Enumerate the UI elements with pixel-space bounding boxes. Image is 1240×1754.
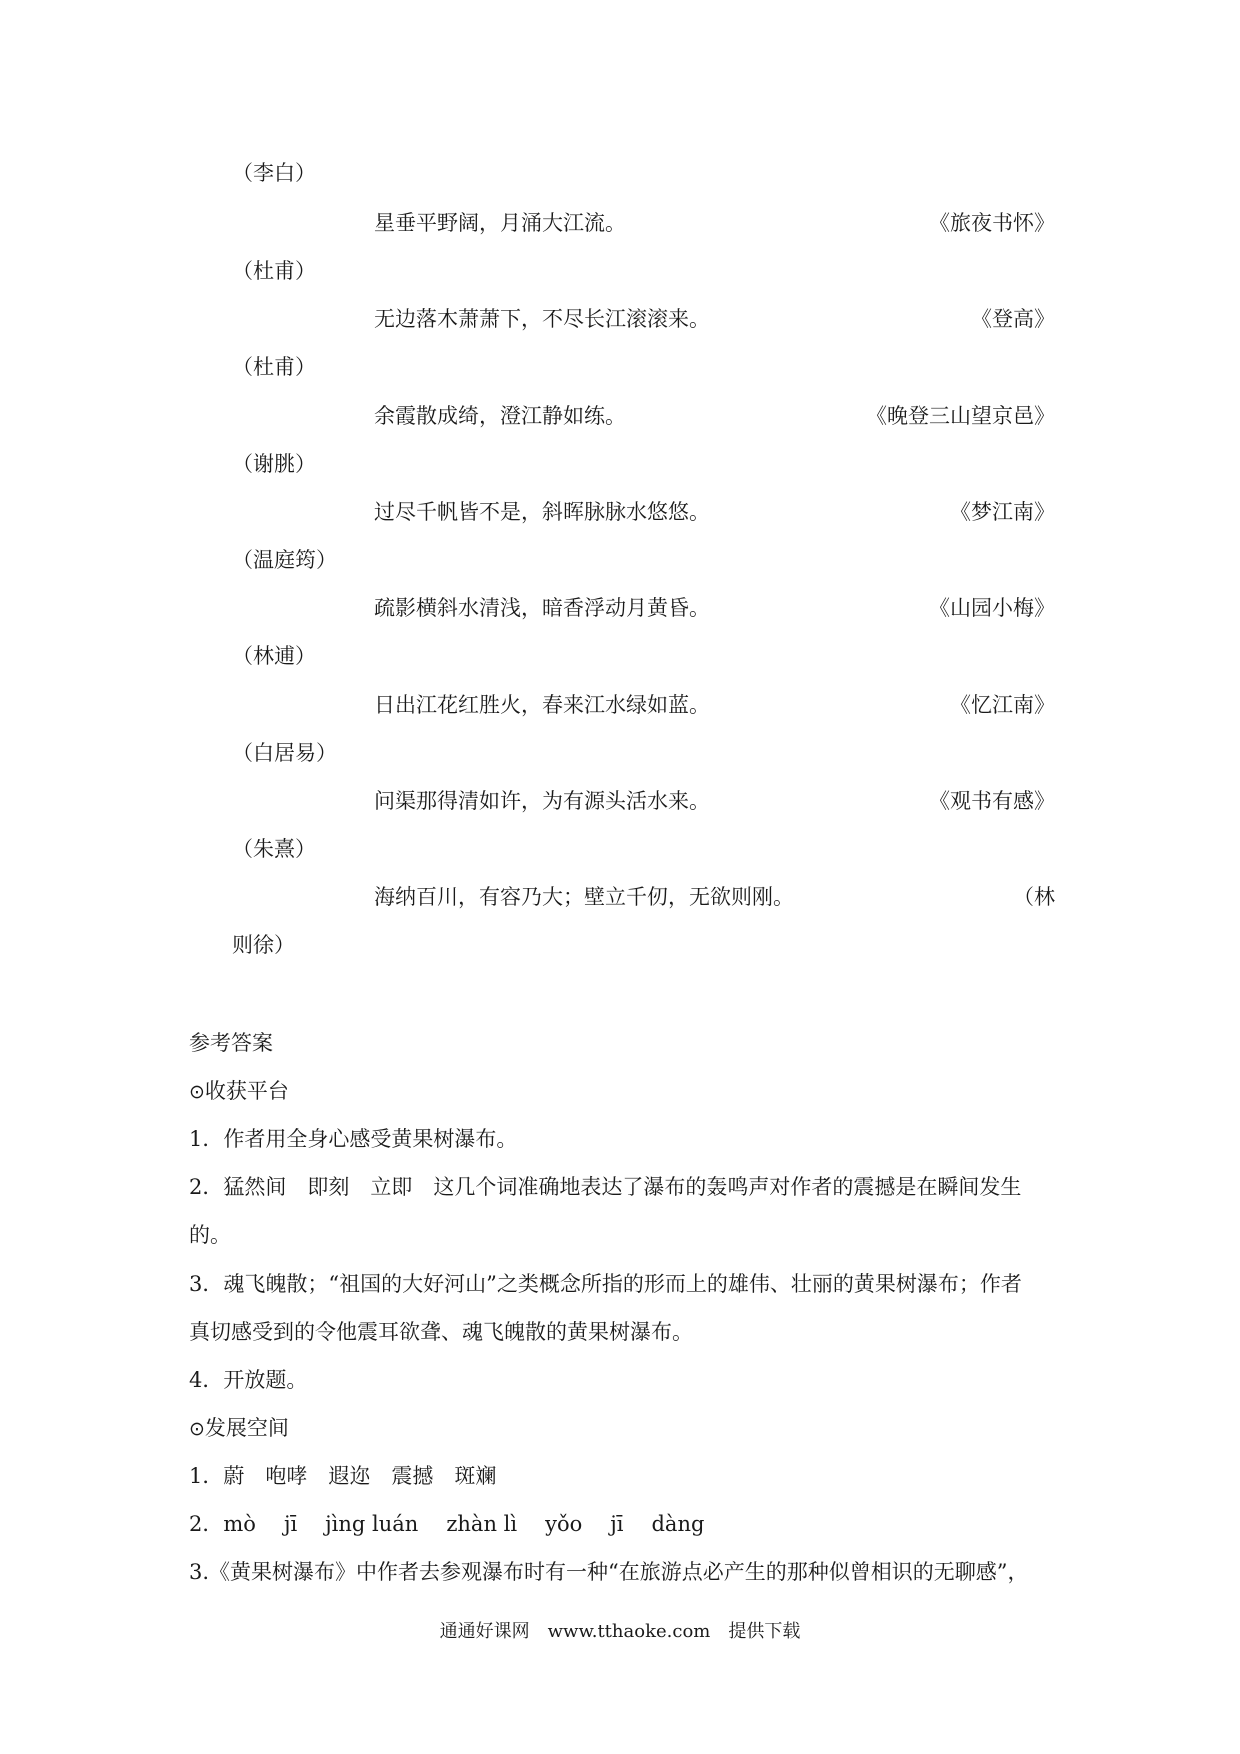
poem-line: 余霞散成绮，澄江静如练。 bbox=[374, 404, 626, 428]
answer-item-continued: 真切感受到的令他震耳欲聋、魂飞魄散的黄果树瀑布。 bbox=[189, 1320, 693, 1344]
answer-item: 1．蔚 咆哮 遐迩 震撼 斑斓 bbox=[189, 1464, 497, 1488]
poem-author: （谢朓） bbox=[232, 452, 316, 476]
answer-item: 1．作者用全身心感受黄果树瀑布。 bbox=[189, 1127, 518, 1151]
poem-author: （林逋） bbox=[232, 644, 316, 668]
poem-source: 《登高》 bbox=[971, 307, 1055, 331]
pinyin-item: dàng bbox=[651, 1512, 705, 1536]
answers-heading: 参考答案 bbox=[189, 1031, 273, 1055]
poem-author: （杜甫） bbox=[232, 259, 316, 283]
answer-item: 2．猛然间 即刻 立即 这几个词准确地表达了瀑布的轰鸣声对作者的震撼是在瞬间发生 bbox=[189, 1175, 1022, 1199]
poem-author: （杜甫） bbox=[232, 355, 316, 379]
pinyin-item: mò bbox=[223, 1512, 256, 1536]
poem-source: 《晚登三山望京邑》 bbox=[866, 404, 1055, 428]
answer-item-continued: 的。 bbox=[189, 1223, 231, 1247]
poem-author: （李白） bbox=[232, 161, 316, 185]
poem-author: （朱熹） bbox=[232, 837, 316, 861]
circle-dot-icon: ⊙ bbox=[189, 1418, 205, 1440]
poem-source: 《旅夜书怀》 bbox=[929, 211, 1055, 235]
poem-line: 过尽千帆皆不是，斜晖脉脉水悠悠。 bbox=[374, 500, 710, 524]
poem-source: （林 bbox=[1013, 885, 1055, 909]
pinyin-number: 2． bbox=[189, 1512, 224, 1536]
poem-author: 则徐） bbox=[232, 933, 295, 957]
poem-source: 《山园小梅》 bbox=[929, 596, 1055, 620]
poem-author: （白居易） bbox=[232, 741, 337, 765]
poem-line: 星垂平野阔，月涌大江流。 bbox=[374, 211, 626, 235]
poem-line: 无边落木萧萧下，不尽长江滚滚来。 bbox=[374, 307, 710, 331]
pinyin-item: zhàn lì bbox=[446, 1512, 518, 1536]
pinyin-item: yǒo bbox=[545, 1512, 583, 1536]
circle-dot-icon: ⊙ bbox=[189, 1081, 205, 1103]
poem-line: 海纳百川，有容乃大；壁立千仞，无欲则刚。 bbox=[374, 885, 794, 909]
poem-source: 《观书有感》 bbox=[929, 789, 1055, 813]
poem-line: 疏影横斜水清浅，暗香浮动月黄昏。 bbox=[374, 596, 710, 620]
pinyin-answer bbox=[189, 1511, 732, 1537]
section-title: 发展空间 bbox=[204, 1416, 289, 1440]
answer-item: 3.《黄果树瀑布》中作者去参观瀑布时有一种“在旅游点必产生的那种似曾相识的无聊感”， bbox=[189, 1560, 1029, 1584]
poem-source: 《梦江南》 bbox=[950, 500, 1055, 524]
pinyin-item: jī bbox=[610, 1512, 624, 1536]
pinyin-item: jī bbox=[283, 1512, 298, 1536]
pinyin-item: jìng luán bbox=[325, 1512, 419, 1536]
page-footer: 通通好课网 www.tthaoke.com 提供下载 bbox=[439, 1621, 801, 1642]
section-title: 收获平台 bbox=[204, 1079, 289, 1103]
poem-line: 问渠那得清如许，为有源头活水来。 bbox=[374, 789, 710, 813]
answer-item: 3．魂飞魄散；“祖国的大好河山”之类概念所指的形而上的雄伟、壮丽的黄果树瀑布；作者 bbox=[189, 1272, 1022, 1296]
poem-line: 日出江花红胜火，春来江水绿如蓝。 bbox=[374, 693, 710, 717]
section-heading bbox=[189, 1078, 289, 1105]
poem-author: （温庭筠） bbox=[232, 548, 337, 572]
answer-item: 4．开放题。 bbox=[189, 1368, 308, 1392]
section-heading bbox=[189, 1415, 289, 1442]
poem-source: 《忆江南》 bbox=[950, 693, 1055, 717]
